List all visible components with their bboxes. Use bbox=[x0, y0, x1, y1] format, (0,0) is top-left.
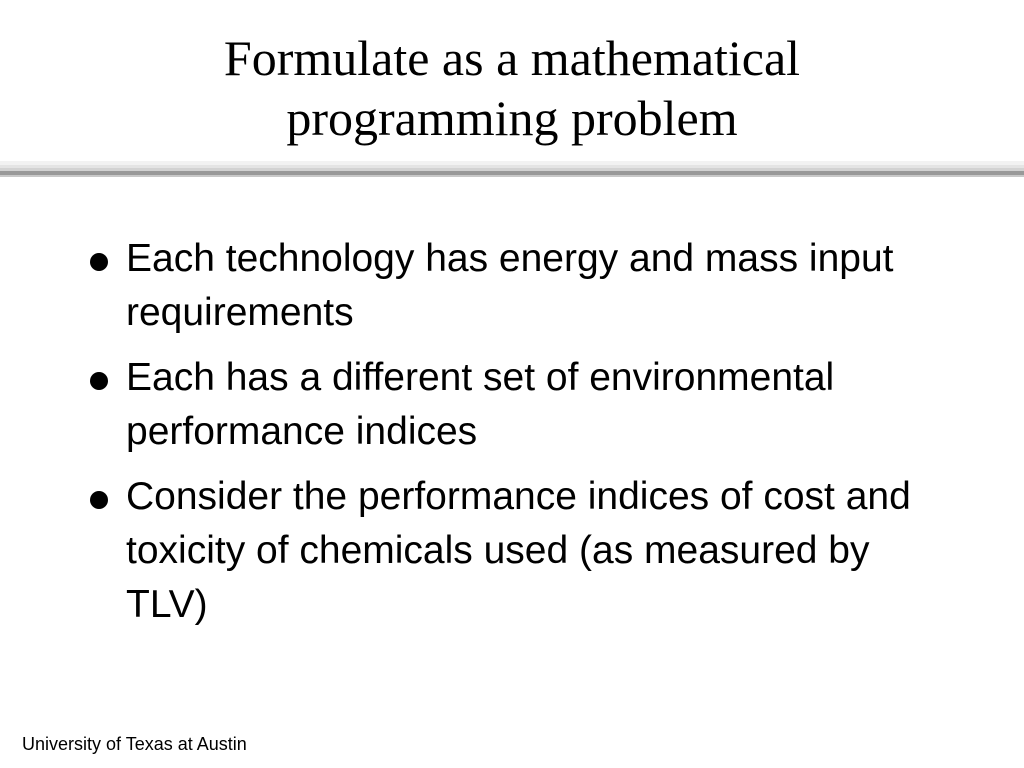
bullet-text: Each technology has energy and mass input requirements bbox=[126, 237, 894, 334]
slide-title-line-2: programming problem bbox=[286, 90, 738, 146]
footer-institution: University of Texas at Austin bbox=[22, 734, 247, 754]
title-divider-band-5 bbox=[0, 175, 1024, 177]
bullet-dot-icon bbox=[90, 253, 108, 271]
bullet-item bbox=[90, 232, 950, 340]
bullet-dot-icon bbox=[90, 372, 108, 390]
bullet-item bbox=[90, 470, 950, 632]
bullet-text: Consider the performance indices of cost and toxicity of chemicals used (as measured by TLV) bbox=[126, 475, 911, 626]
bullet-item bbox=[90, 351, 950, 459]
bullet-dot-icon bbox=[90, 491, 108, 509]
bullet-list bbox=[90, 232, 950, 643]
bullet-text: Each has a different set of environmental performance indices bbox=[126, 356, 835, 453]
slide-title-line-1: Formulate as a mathematical bbox=[223, 30, 801, 86]
slide-title bbox=[0, 28, 1024, 148]
